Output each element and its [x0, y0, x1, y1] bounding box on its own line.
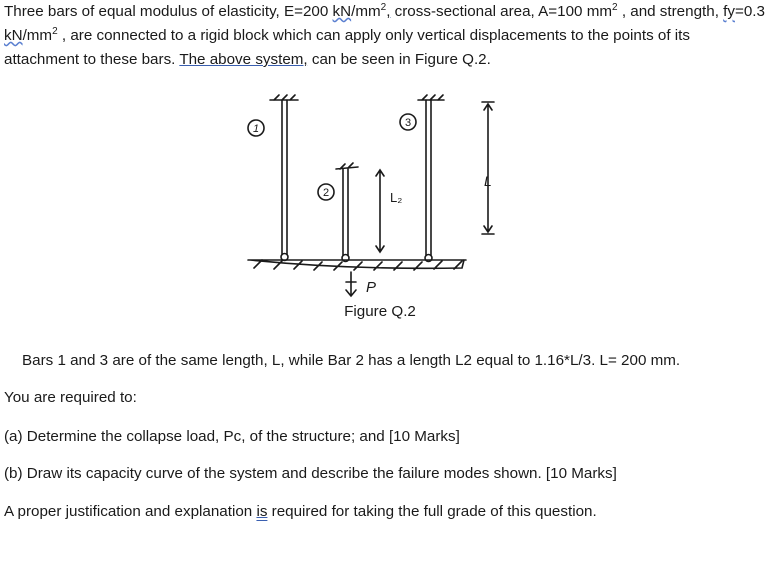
- figure-q2-diagram: [230, 92, 520, 308]
- superscript: 2: [612, 1, 618, 13]
- question-a: (a) Determine the collapse load, Pc, of the structure; and [10 Marks]: [4, 428, 460, 445]
- comma-mark: ,: [386, 3, 391, 20]
- question-b: (b) Draw its capacity curve of the system and describe the failure modes shown. [10 Marks]: [4, 465, 617, 482]
- symbol-fy: fy: [723, 3, 735, 20]
- intro-text: cross-sectional area, A=100 mm: [390, 3, 613, 20]
- justify-text: A proper justification and explanation: [4, 503, 257, 520]
- bars-info: Bars 1 and 3 are of the same length, L, while Bar 2 has a length L2 equal to 1.16*L/3. L= 200 mm.: [22, 352, 681, 369]
- bar-3: [426, 100, 431, 255]
- bar2-label: 2: [322, 187, 330, 199]
- justify-text: required for taking the full grade of this question.: [267, 503, 597, 520]
- justification-note: [4, 500, 766, 524]
- intro-text: can be seen in Figure Q.2.: [307, 51, 491, 68]
- justify-is: is: [256, 503, 268, 520]
- intro-text: , and strength,: [617, 3, 724, 20]
- bar-2: [343, 169, 348, 255]
- unit-kn: kN: [332, 3, 352, 20]
- superscript: 2: [52, 25, 58, 37]
- l-arrow: [482, 102, 494, 234]
- load-label: P: [366, 279, 377, 296]
- load-arrow: [346, 272, 356, 296]
- l-label: L: [484, 173, 492, 189]
- figure-caption: Figure Q.2: [344, 303, 416, 320]
- superscript: 2: [380, 1, 387, 13]
- system-link-text: The above system,: [179, 51, 308, 68]
- bar-1: [282, 100, 287, 254]
- support-hatch-2: [336, 163, 358, 169]
- support-hatch-1: [270, 95, 298, 100]
- l2-label: L₂: [390, 190, 403, 205]
- intro-paragraph: [4, 0, 766, 72]
- intro-text: , are connected to a rigid block which can apply only vertical displacements to the points of its attachment to these bars.: [4, 27, 690, 68]
- intro-text: Three bars of equal modulus of elasticity, E=200: [4, 3, 333, 20]
- l2-arrow: [376, 170, 384, 252]
- bar1-label: 1: [252, 123, 260, 135]
- bar3-label: 3: [404, 117, 412, 129]
- required-heading: You are required to:: [4, 389, 137, 406]
- intro-text: /mm: [22, 27, 53, 44]
- intro-text: =0.3: [734, 3, 765, 20]
- unit-kn: kN: [4, 27, 23, 44]
- intro-text: /mm: [351, 3, 381, 20]
